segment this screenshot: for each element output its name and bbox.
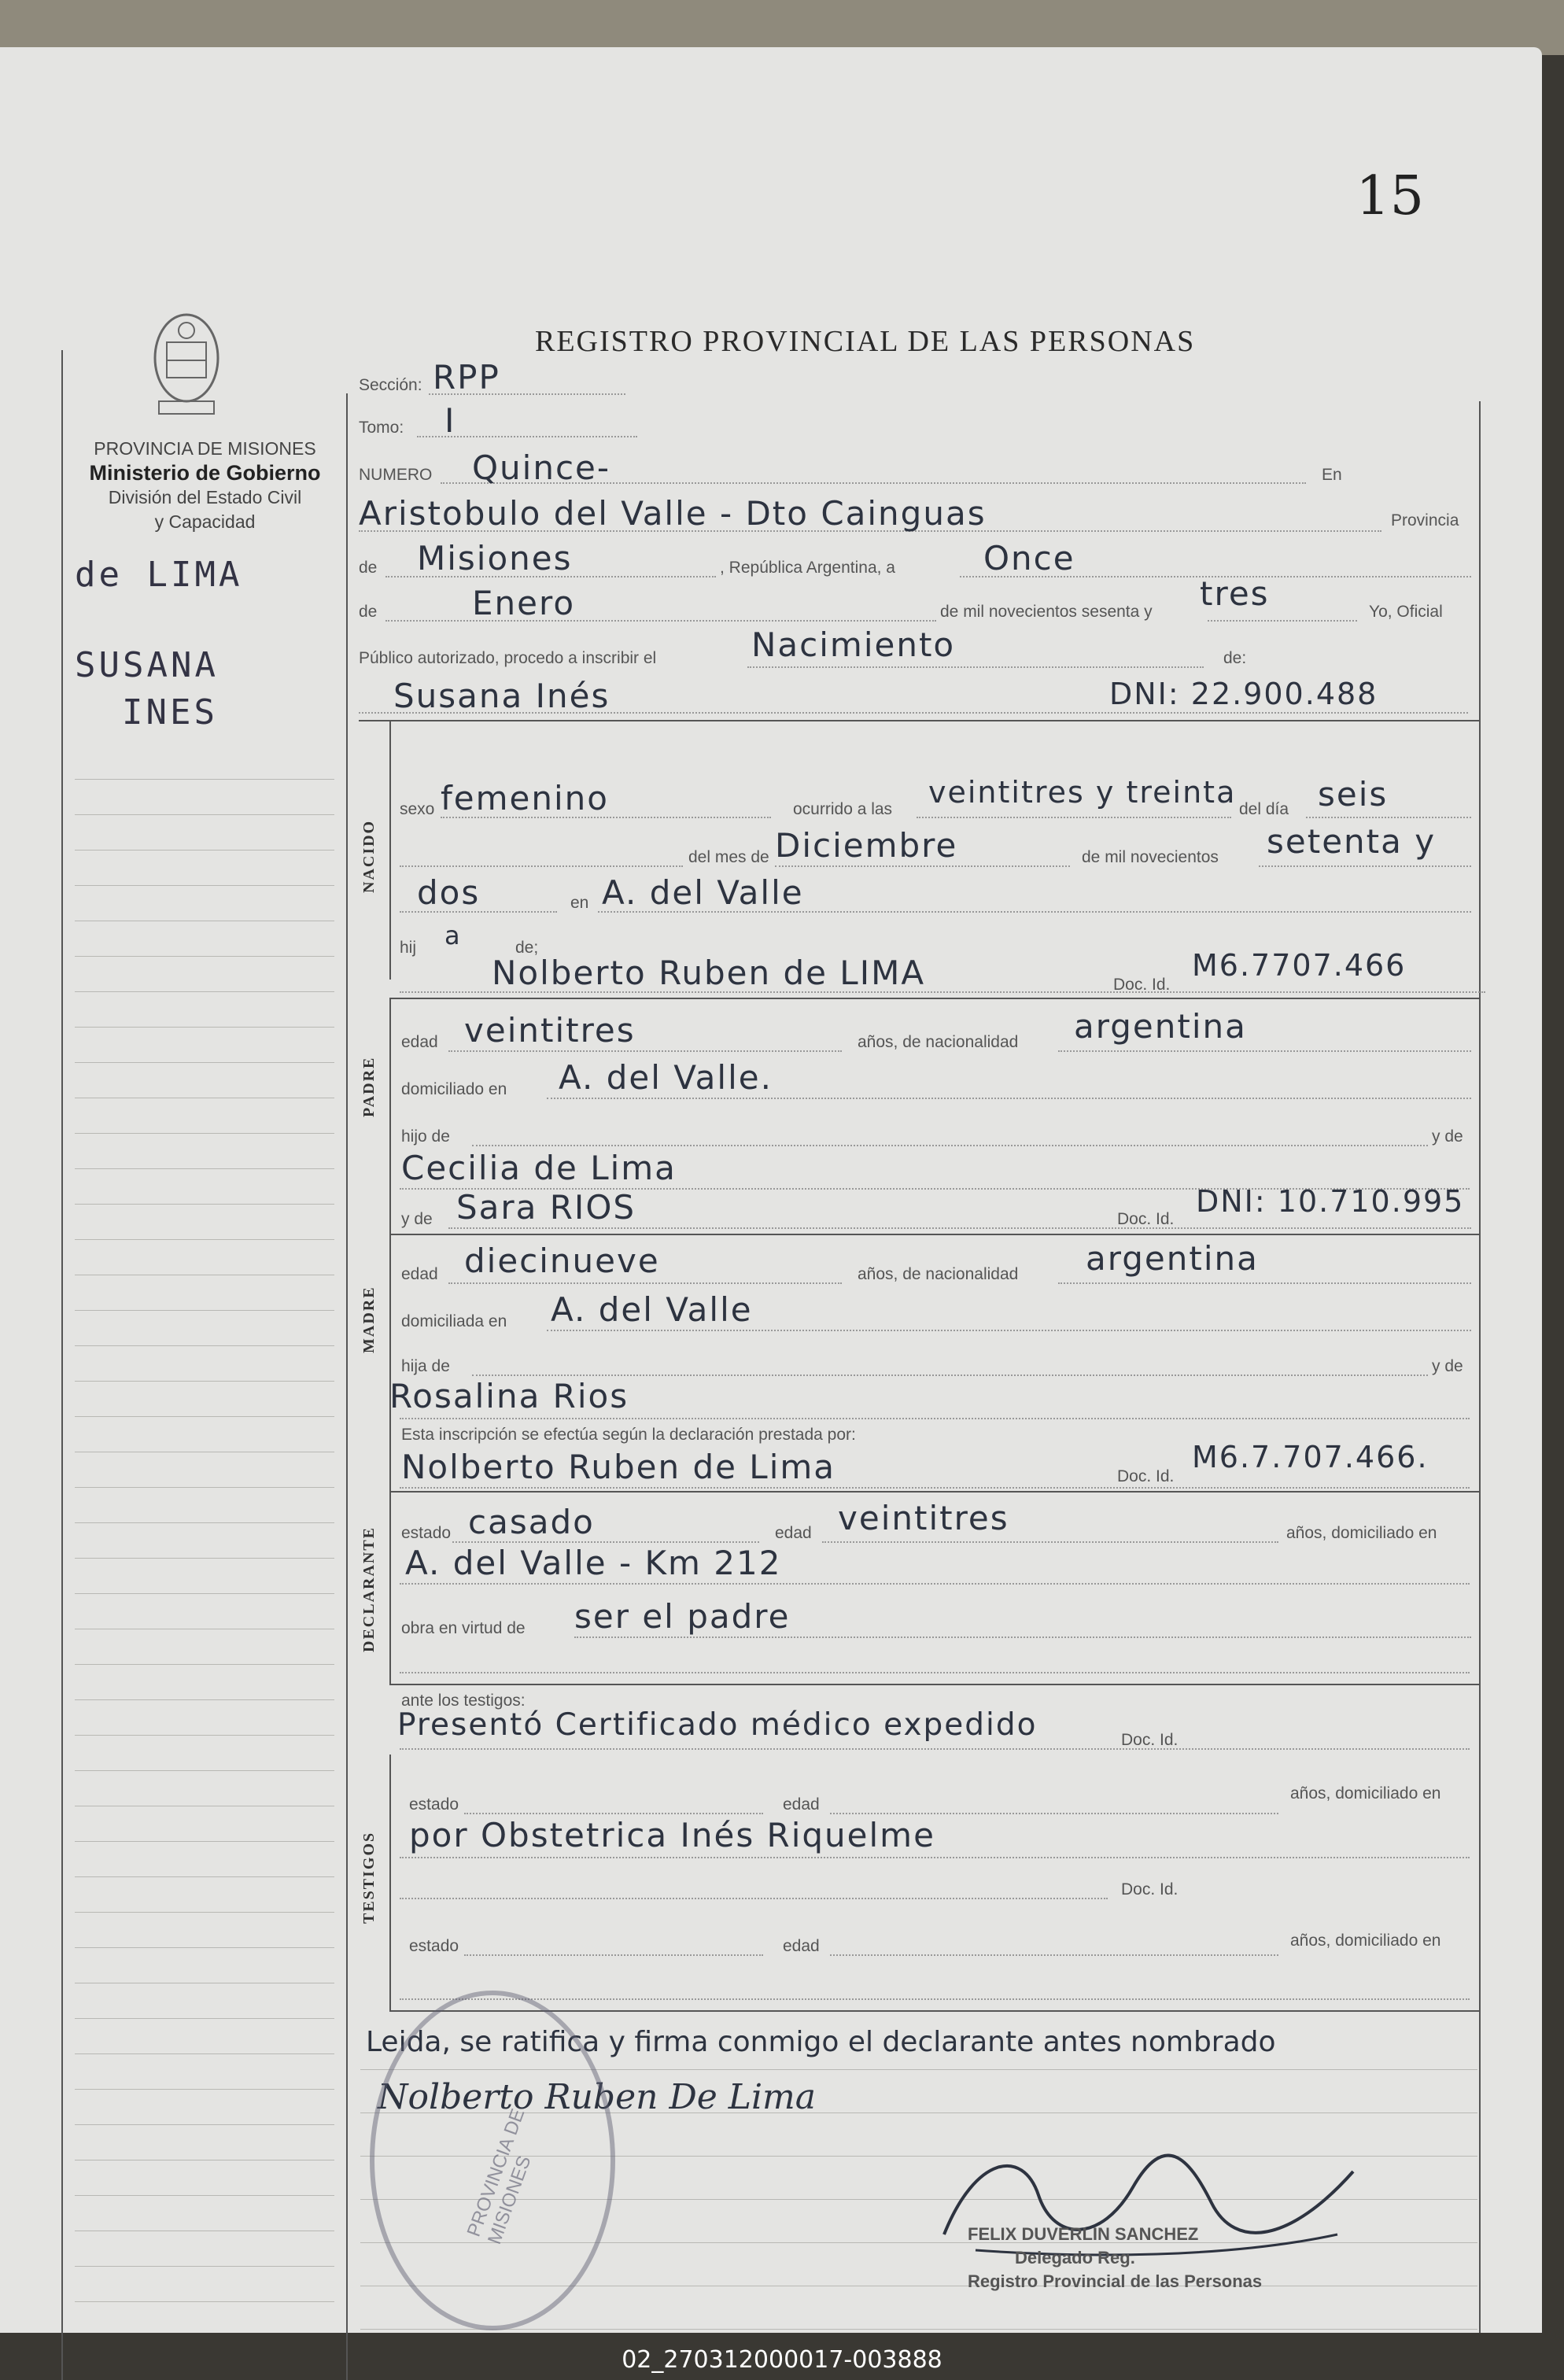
section-testigos: TESTIGOS [360, 1831, 378, 1924]
value-anio: tres [1200, 574, 1270, 613]
margin-note-name-1: SUSANA [75, 645, 219, 685]
label-en-lugar: en [570, 894, 589, 912]
line-edad-decl [822, 1541, 1278, 1543]
margin-left-border [61, 350, 63, 2380]
value-madre: Sara RIOS [456, 1188, 636, 1227]
label-doc-id-t1: Doc. Id. [1121, 1731, 1179, 1749]
value-abuela-p: Cecilia de Lima [401, 1149, 677, 1187]
official-role: Delegado Reg. [1015, 2248, 1135, 2267]
label-dom-madre: domiciliada en [401, 1312, 507, 1330]
label-yo-oficial: Yo, Oficial [1369, 603, 1443, 621]
value-hora: veintitres y treinta [928, 775, 1237, 810]
document-page [0, 47, 1542, 2333]
stamp-text: PROVINCIA DE MISIONES [463, 2105, 536, 2247]
label-del-mes: del mes de [688, 848, 769, 866]
margin-note-name-2: INES [122, 692, 218, 732]
line-abuela-m [400, 1418, 1470, 1419]
line-dom-decl [400, 1583, 1470, 1585]
value-madre-dom: A. del Valle [551, 1290, 753, 1329]
label-del-dia: del día [1239, 800, 1289, 818]
label-mil-novecientos: de mil novecientos sesenta y [940, 603, 1153, 621]
line-anio-nac [1259, 865, 1471, 867]
line-testigo-1 [400, 1748, 1470, 1750]
line-estado-t2 [464, 1954, 763, 1956]
value-abuela-m: Rosalina Rios [389, 1377, 629, 1415]
value-acto: Nacimiento [751, 625, 956, 664]
label-obra: obra en virtud de [401, 1619, 526, 1637]
value-dia-nac: seis [1318, 775, 1389, 814]
line-nac-madre [1058, 1282, 1471, 1284]
line-estado-decl [452, 1541, 759, 1543]
value-padre: Nolberto Ruben de LIMA [492, 954, 926, 992]
value-seccion: RPP [433, 358, 500, 397]
ministry-name: Ministerio de Gobierno [89, 461, 321, 485]
padre-top-line [389, 998, 1479, 999]
label-estado-t1: estado [409, 1795, 459, 1814]
line-blank-nacido [400, 865, 683, 867]
province-name: PROVINCIA DE MISIONES [94, 438, 316, 459]
official-stamp [370, 1991, 615, 2330]
margin-right-border [346, 393, 348, 2380]
value-declarante: Nolberto Ruben de Lima [401, 1448, 836, 1486]
official-office: Registro Provincial de las Personas [968, 2271, 1263, 2291]
label-doc-id-madre: Doc. Id. [1117, 1210, 1175, 1228]
label-de-semi: de; [515, 939, 539, 957]
label-numero: NUMERO [359, 466, 433, 484]
label-inscripcion: Esta inscripción se efectúa según la declaración prestada por: [401, 1426, 856, 1444]
value-lugar-nac: A. del Valle [602, 873, 804, 912]
value-estado: casado [468, 1503, 595, 1541]
page-title: REGISTRO PROVINCIAL DE LAS PERSONAS [535, 325, 1196, 358]
form-right-border [1479, 401, 1481, 2333]
label-de-colon: de: [1223, 649, 1247, 667]
label-publico: Público autorizado, procedo a inscribir el [359, 649, 657, 667]
line-obra [574, 1636, 1471, 1638]
label-doc-id-t2: Doc. Id. [1121, 1880, 1179, 1898]
label-mil-nov: de mil novecientos [1082, 848, 1219, 866]
line-mes [385, 620, 936, 622]
value-mes-nac: Diciembre [775, 826, 958, 865]
value-provincia: Misiones [417, 539, 573, 577]
value-firma-declarante: Nolberto Ruben De Lima [378, 2077, 817, 2117]
official-block [968, 2223, 1262, 2293]
line-estado-t1 [464, 1813, 763, 1814]
testigos-section-border [389, 1755, 391, 2010]
label-edad-decl: edad [775, 1524, 812, 1542]
line-blank-t2 [400, 1898, 1108, 1899]
division-line-1: División del Estado Civil [108, 487, 302, 507]
label-tomo: Tomo: [359, 419, 404, 437]
image-caption: 02_270312000017-003888 [622, 2346, 942, 2374]
line-edad-padre [448, 1050, 842, 1052]
value-lugar: Aristobulo del Valle - Dto Cainguas [359, 494, 987, 533]
value-madre-doc: DNI: 10.710.995 [1196, 1184, 1465, 1219]
value-anio-nac-1: setenta y [1267, 822, 1437, 861]
label-de: de [359, 559, 378, 577]
line-blank-decl [400, 1672, 1470, 1673]
value-padre-doc: M6.7707.466 [1192, 948, 1407, 983]
label-anos-dom-decl: años, domiciliado en [1286, 1524, 1437, 1542]
value-testigo-2: por Obstetrica Inés Riquelme [409, 1816, 935, 1854]
value-lectura: Leida, se ratifica y firma conmigo el declarante antes nombrado [366, 2026, 1276, 2058]
line-blank-t3 [400, 1998, 1470, 2000]
value-padre-dom: A. del Valle. [559, 1058, 773, 1097]
line-hija-de [472, 1374, 1428, 1376]
value-madre-nac: argentina [1086, 1239, 1259, 1278]
issuing-office [69, 437, 341, 534]
label-edad-padre: edad [401, 1033, 438, 1051]
nacido-top-line [359, 720, 1479, 721]
madre-top-line [389, 1234, 1479, 1235]
line-dom-padre [547, 1098, 1471, 1099]
testigos-bottom-line [389, 2010, 1479, 2012]
value-dni: DNI: 22.900.488 [1109, 677, 1378, 711]
value-nombre: Susana Inés [393, 677, 610, 715]
line-acto [747, 666, 1204, 668]
line-edad-t1 [830, 1813, 1278, 1814]
label-seccion: Sección: [359, 376, 422, 394]
label-edad-t2: edad [783, 1937, 820, 1955]
value-dia: Once [983, 539, 1075, 577]
line-mes-nac [775, 865, 1070, 867]
label-hija-de: hija de [401, 1357, 450, 1375]
madre-section-border [389, 1234, 391, 1513]
value-decl-edad: veintitres [838, 1499, 1009, 1537]
label-ocurrido: ocurrido a las [793, 800, 893, 818]
label-doc-id-padre: Doc. Id. [1113, 976, 1171, 994]
label-anos-dom-t2: años, domiciliado en [1290, 1932, 1441, 1950]
line-testigo-2 [400, 1857, 1470, 1858]
label-en: En [1322, 466, 1342, 484]
label-provincia: Provincia [1391, 511, 1459, 530]
value-obra: ser el padre [574, 1597, 791, 1636]
section-madre: MADRE [360, 1286, 378, 1353]
section-declarante: DECLARANTE [360, 1526, 378, 1652]
value-anio-nac-2: dos [417, 873, 481, 912]
value-numero: Quince- [472, 448, 611, 487]
label-edad-t1: edad [783, 1795, 820, 1814]
label-hijo-de: hijo de [401, 1127, 450, 1146]
label-anos-dom-t1: años, domiciliado en [1290, 1784, 1441, 1803]
label-estado-decl: estado [401, 1524, 452, 1542]
line-dom-madre [547, 1330, 1471, 1331]
margin-note-surname: de LIMA [75, 555, 243, 595]
line-edad-t2 [830, 1954, 1278, 1956]
section-padre: PADRE [360, 1056, 378, 1117]
label-republica: , República Argentina, a [720, 559, 895, 577]
value-decl-dom: A. del Valle - Km 212 [405, 1544, 782, 1582]
label-y-de-2: y de [401, 1210, 433, 1228]
label-estado-t2: estado [409, 1937, 459, 1955]
testigos-top-line [389, 1684, 1479, 1685]
line-dia-nac [1306, 817, 1471, 818]
coat-of-arms-icon [143, 307, 230, 425]
label-edad-madre: edad [401, 1265, 438, 1283]
line-hora [917, 817, 1231, 818]
official-name: FELIX DUVERLIN SANCHEZ [968, 2224, 1199, 2244]
division-line-2: y Capacidad [154, 511, 256, 532]
line-edad-madre [448, 1282, 842, 1284]
value-testigo-1: Presentó Certificado médico expedido [397, 1707, 1038, 1743]
line-declarante [400, 1487, 1470, 1489]
label-doc-id-decl: Doc. Id. [1117, 1467, 1175, 1485]
label-de-2: de [359, 603, 378, 621]
value-sexo: femenino [441, 779, 609, 817]
label-sexo: sexo [400, 800, 435, 818]
label-nac-padre: años, de nacionalidad [858, 1033, 1019, 1051]
padre-section-border [389, 998, 391, 1234]
value-padre-nac: argentina [1074, 1007, 1247, 1046]
line-nac-padre [1058, 1050, 1471, 1052]
line-anio [1208, 620, 1357, 622]
declarante-section-border [389, 1491, 391, 1684]
label-dom-padre: domiciliado en [401, 1080, 507, 1098]
line-madre [448, 1227, 1471, 1229]
value-declarante-doc: M6.7.707.466. [1192, 1440, 1429, 1474]
section-nacido: NACIDO [360, 819, 378, 893]
page-number: 15 [1356, 165, 1424, 227]
value-padre-edad: veintitres [464, 1011, 636, 1050]
value-tomo: I [444, 401, 456, 440]
label-ante: ante los testigos: [401, 1692, 526, 1710]
value-madre-edad: diecinueve [464, 1242, 660, 1280]
nacido-section-border [389, 720, 391, 980]
line-hijo-de [472, 1145, 1428, 1146]
label-y-de-1: y de [1432, 1127, 1463, 1146]
label-y-de-3: y de [1432, 1357, 1463, 1375]
declarante-top-line [389, 1491, 1479, 1493]
label-hij: hij [400, 939, 417, 957]
label-nac-madre: años, de nacionalidad [858, 1265, 1019, 1283]
value-mes: Enero [472, 584, 576, 622]
value-hij: a [444, 921, 462, 950]
